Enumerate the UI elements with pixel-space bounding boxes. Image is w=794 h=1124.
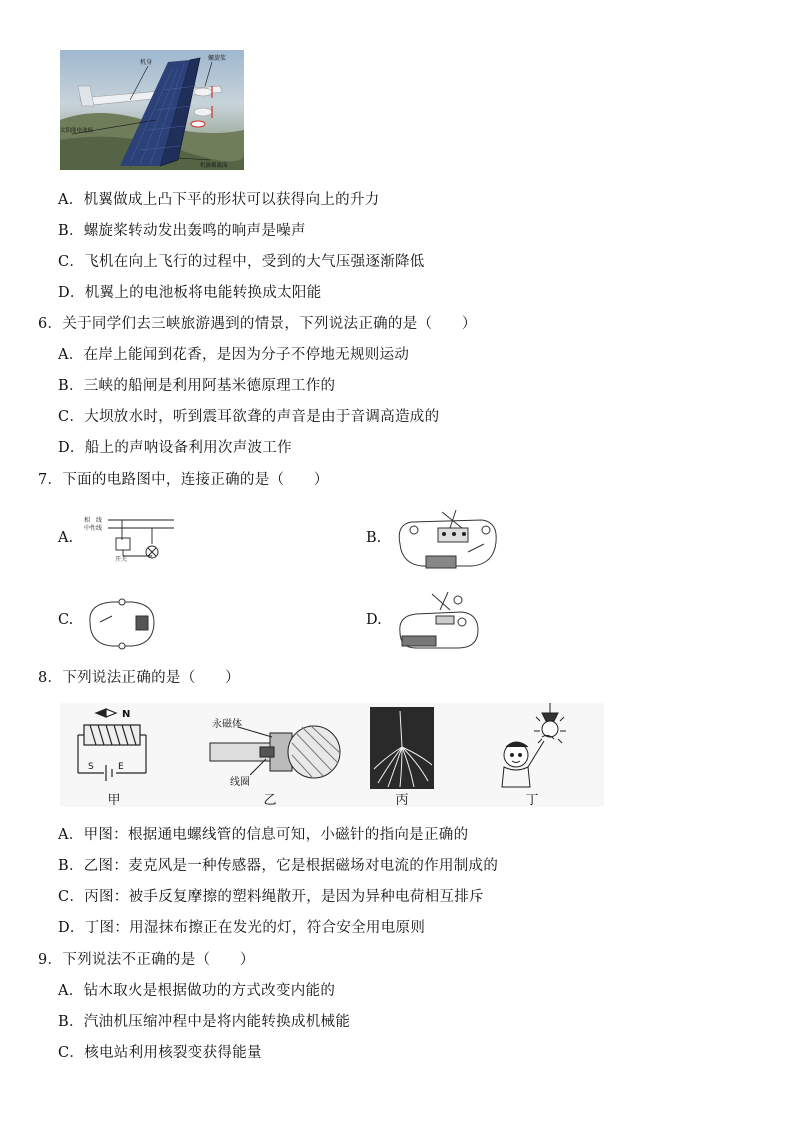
- q8-option-a: A．甲图：根据通电螺线管的信息可知，小磁针的指向是正确的: [58, 827, 469, 843]
- household-wiring-diagram: [82, 510, 176, 566]
- coil-label: 线圈: [230, 777, 250, 788]
- figA-live-wire-label: 相 线: [84, 517, 103, 524]
- q8-figures: [60, 703, 604, 807]
- q7-stem: 7．下面的电路图中，连接正确的是（ ）: [38, 472, 329, 488]
- q5-option-a: A．机翼做成上凸下平的形状可以获得向上的升力: [58, 192, 380, 208]
- wiping-lamp-figure: [488, 703, 578, 793]
- fig-caption-bing: 丙: [395, 793, 409, 807]
- q9-option-a: A．钻木取火是根据做功的方式改变内能的: [58, 983, 336, 999]
- q8-stem: 8．下列说法正确的是（ ）: [38, 670, 240, 686]
- q6-stem: 6．关于同学们去三峡旅游遇到的情景，下列说法正确的是（ ）: [38, 316, 477, 332]
- solar-plane-illustration: [60, 50, 244, 170]
- q7-choice-a-label: A.: [58, 530, 74, 546]
- q7-circuit-b: [392, 504, 504, 574]
- q5-option-b: B．螺旋桨转动发出轰鸣的响声是噪声: [58, 223, 306, 239]
- solenoid-s-label: S: [88, 762, 94, 772]
- label-fuselage: 机身: [140, 59, 153, 66]
- solar-plane-figure: [60, 50, 244, 170]
- label-solar-panel: 太阳能电池板: [60, 128, 94, 134]
- q7-choice-c-label: C.: [58, 612, 74, 628]
- permanent-magnet-label: 永磁体: [212, 719, 242, 730]
- q6-option-d: D．船上的声呐设备利用次声波工作: [58, 440, 292, 456]
- q5-option-d: D．机翼上的电池板将电能转换成太阳能: [58, 285, 322, 301]
- q8-option-c: C．丙图：被手反复摩擦的塑料绳散开，是因为异种电荷相互排斥: [58, 889, 484, 905]
- q9-stem: 9．下列说法不正确的是（ ）: [38, 952, 255, 968]
- q7-choice-d-label: D.: [366, 612, 382, 628]
- plastic-rope-figure: [370, 707, 434, 789]
- figA-neutral-wire-label: 中性线: [84, 525, 103, 532]
- q8-option-d: D．丁图：用湿抹布擦正在发光的灯，符合安全用电原则: [58, 920, 426, 936]
- q7-circuit-d: [392, 588, 484, 652]
- circuit-diagram-d: [392, 588, 484, 652]
- label-propeller: 螺旋桨: [208, 55, 227, 62]
- figA-switch-label: 开关: [115, 556, 128, 563]
- label-wing-section: 机翼横截面: [200, 163, 228, 169]
- q6-option-c: C．大坝放水时，听到震耳欲聋的声音是由于音调高造成的: [58, 409, 440, 425]
- compass-n-label: N: [122, 709, 131, 720]
- fig-caption-yi: 乙: [263, 793, 277, 807]
- fig-caption-jia: 甲: [107, 793, 121, 807]
- q8-option-b: B．乙图：麦克风是一种传感器，它是根据磁场对电流的作用制成的: [58, 858, 499, 874]
- battery-e-label: E: [118, 762, 124, 772]
- fig-caption-ding: 丁: [525, 793, 539, 807]
- q9-option-b: B．汽油机压缩冲程中是将内能转换成机械能: [58, 1014, 351, 1030]
- q6-option-a: A．在岸上能闻到花香，是因为分子不停地无规则运动: [58, 347, 410, 363]
- q7-choice-b-label: B.: [366, 530, 382, 546]
- q6-option-b: B．三峡的船闸是利用阿基米德原理工作的: [58, 378, 336, 394]
- q7-circuit-a: [82, 510, 176, 566]
- q7-circuit-c: [82, 592, 160, 654]
- q9-option-c: C．核电站利用核裂变获得能量: [58, 1045, 262, 1061]
- circuit-diagram-b: [392, 504, 504, 574]
- circuit-diagram-c: [82, 592, 160, 654]
- q5-option-c: C．飞机在向上飞行的过程中，受到的大气压强逐渐降低: [58, 254, 425, 270]
